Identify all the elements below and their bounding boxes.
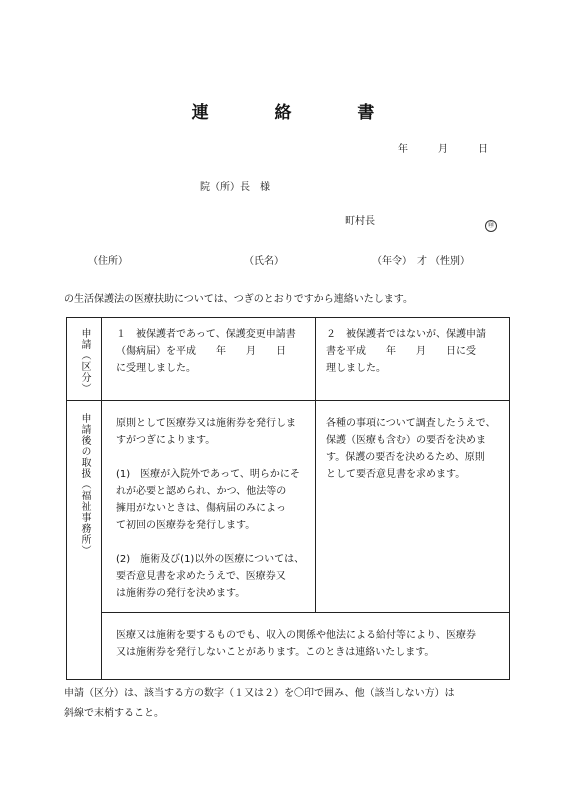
row-handling [67,401,510,613]
title-char-1: 連 [191,103,209,123]
title-char-3: 書 [357,103,375,123]
field-age: （年令） 才 [372,256,427,267]
handling-left-text: 原則として医療券又は施術券を発行しま すがつぎによります。 (1) 医療が入院外であって、明らかにそ れが必要と認められ、かつ、他法等の 擁用がないときは、傷病届のみによっ て初回の医療券を発行します。 (2) 施術及び(1)以外の医療については、 要否意見書を求めたうえで、医療券又 は施術券の発行を決めます。 [102,401,316,613]
label-request-type: 申請（区分） [67,318,102,401]
row-handling-note [67,613,510,680]
date-line: 年 月 日 [398,144,488,155]
field-name: （氏名） [244,256,284,267]
label-handling: 申請後の取扱（福祉事務所） [67,401,102,680]
title-char-2: 絡 [274,103,292,123]
handling-note-text: 医療又は施術を要するものでも、収入の関係や他法による給付等により、医療券 又は施術券を発行しないことがあります。このときは連絡いたします。 [102,613,510,680]
seal-icon: ㊞ [485,212,497,232]
addressee: 院（所）長 様 [200,182,270,193]
field-address: （住所） [88,256,128,267]
option-2-text: ２ 被保護者ではないが、保護申請 書を平成 年 月 日に受 理しました。 [316,318,510,401]
footnote: 申請（区分）は、該当する方の数字（１又は２）を〇印で囲み、他（該当しない方）は 斜線で末梢すること。 [64,688,455,719]
request-table [66,317,510,680]
sender: 町村長 [345,216,375,227]
option-1-text: １ 被保護者であって、保護変更申請書 （傷病届）を平成 年 月 日 に受理しました。 [102,318,316,401]
intro-text: の生活保護法の医療扶助については、つぎのとおりですから連絡いたします。 [64,294,413,305]
row-request-type [67,318,510,401]
field-sex: （性別） [430,256,470,267]
handling-right-text: 各種の事項について調査したうえで、 保護（医療も含む）の要否を決めま す。保護の要否を決めるため、原則 として要否意見書を求めます。 [316,401,510,613]
document-title [0,98,566,123]
